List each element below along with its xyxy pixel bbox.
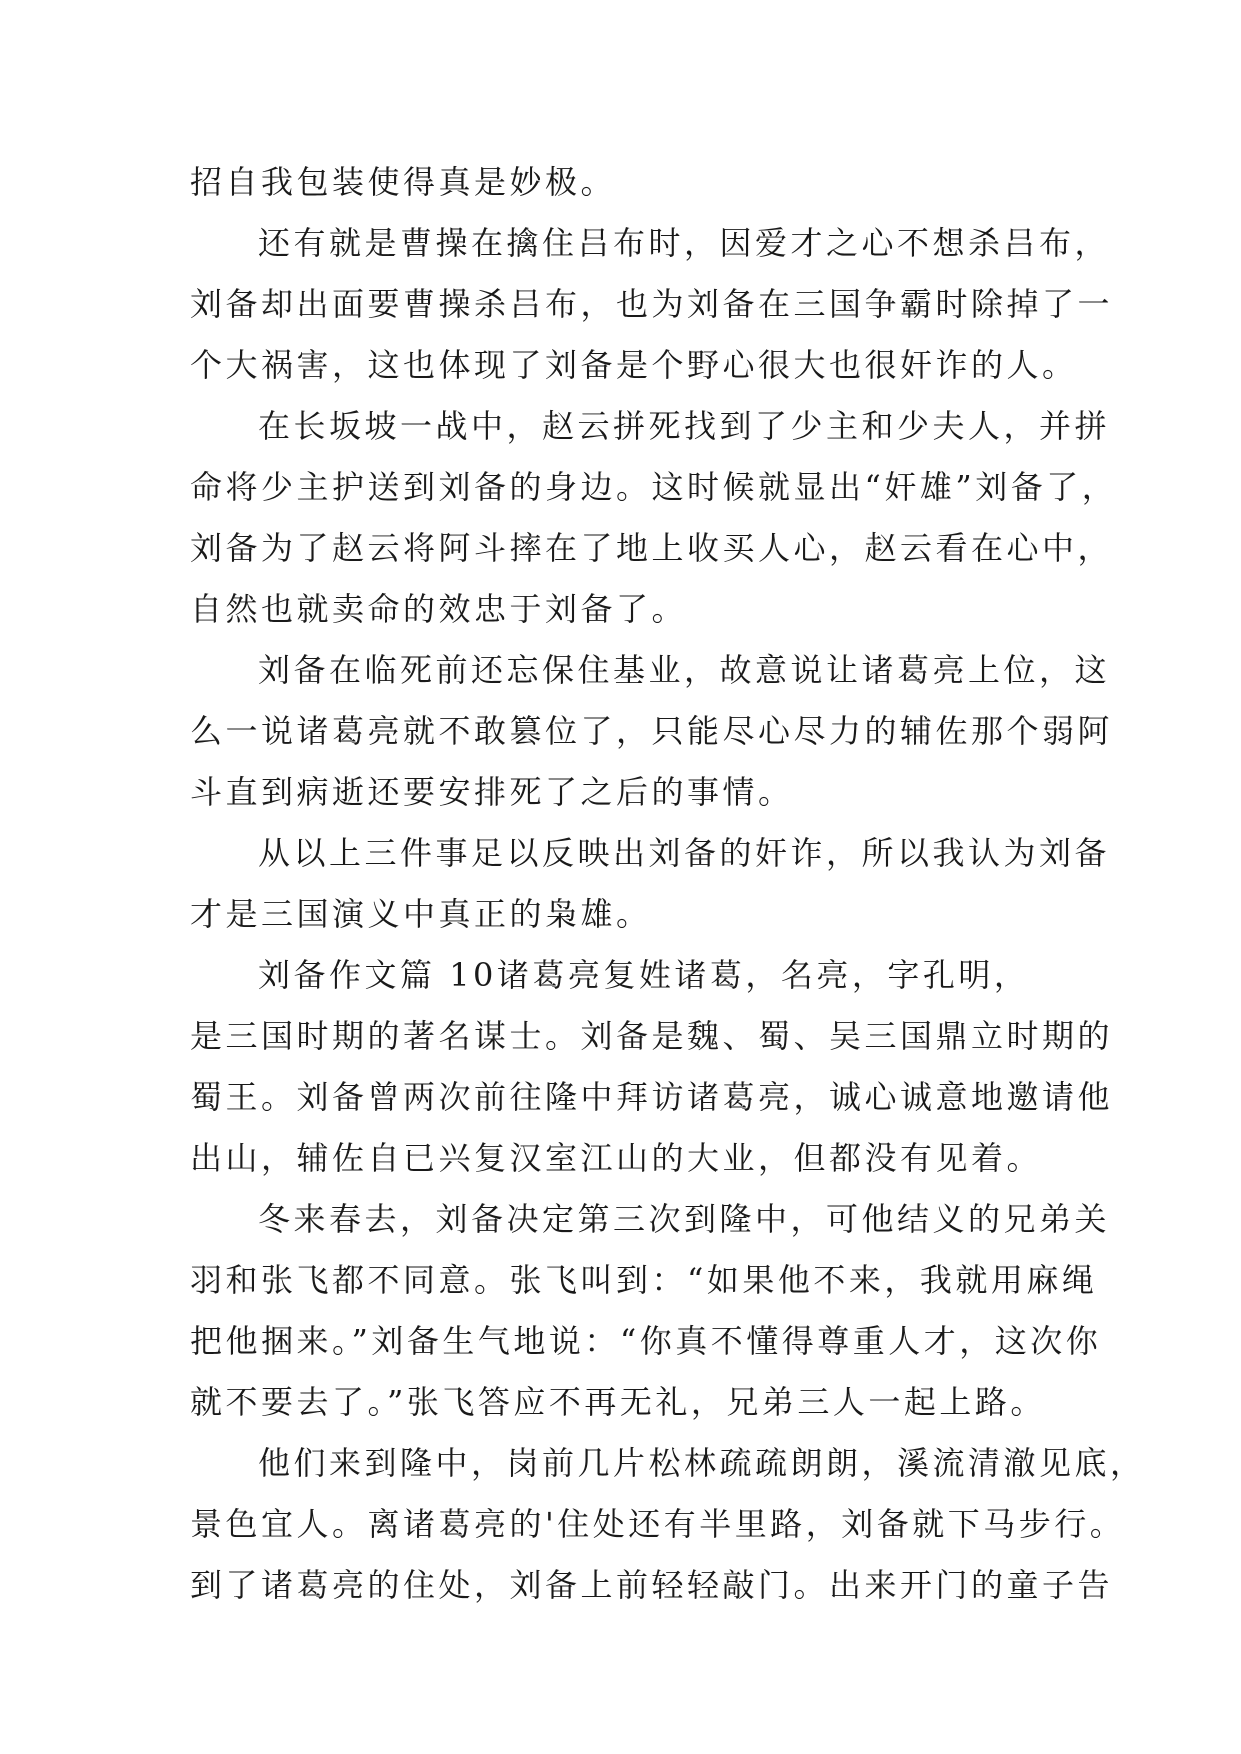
- text-line: 刘备却出面要曹操杀吕布，也为刘备在三国争霸时除掉了一: [190, 285, 1114, 323]
- text-line: 羽和张飞都不同意。张飞叫到：“如果他不来，我就用麻绳: [190, 1261, 1098, 1299]
- text-line: 命将少主护送到刘备的身边。这时候就显出“奸雄”刘备了，: [190, 468, 1118, 506]
- text-line: 么一说诸葛亮就不敢篡位了，只能尽心尽力的辅佐那个弱阿: [190, 712, 1114, 750]
- section-heading-line: [190, 945, 1070, 1006]
- text-line: 还有就是曹操在擒住吕布时，因爱才之心不想杀吕布，: [258, 224, 1111, 262]
- text-line: 个大祸害，这也体现了刘备是个野心很大也很奸诈的人。: [190, 346, 1078, 384]
- text-line: 蜀王。刘备曾两次前往隆中拜访诸葛亮，诚心诚意地邀请他: [190, 1078, 1114, 1116]
- text-line: 在长坂坡一战中，赵云拼死找到了少主和少夫人，并拼: [258, 407, 1111, 445]
- section-number: 篇 10: [400, 956, 497, 994]
- section-first-text: 诸葛亮复姓诸葛，名亮，字孔明，: [496, 956, 1030, 994]
- document-body: [190, 152, 1146, 1616]
- text-line: 他们来到隆中，岗前几片松林疏疏朗朗，溪流清澈见底，: [258, 1444, 1146, 1482]
- text-line: 景色宜人。离诸葛亮的'住处还有半里路，刘备就下马步行。: [190, 1505, 1126, 1543]
- text-line: 出山，辅佐自已兴复汉室江山的大业，但都没有见着。: [190, 1139, 1043, 1177]
- text-line: 自然也就卖命的效忠于刘备了。: [190, 590, 688, 628]
- text-line: 刘备在临死前还忘保住基业，故意说让诸葛亮上位，这: [258, 651, 1111, 689]
- section-title: 刘备作文: [258, 956, 401, 994]
- text-line: 是三国时期的著名谋士。刘备是魏、蜀、吴三国鼎立时期的: [190, 1017, 1114, 1055]
- text-line: 冬来春去，刘备决定第三次到隆中，可他结义的兄弟关: [258, 1200, 1111, 1238]
- text-line: 从以上三件事足以反映出刘备的奸诈，所以我认为刘备: [258, 834, 1111, 872]
- text-line: 就不要去了。”张飞答应不再无礼，兄弟三人一起上路。: [190, 1383, 1046, 1421]
- text-line: 招自我包装使得真是妙极。: [190, 163, 617, 201]
- text-line: 把他捆来。”刘备生气地说：“你真不懂得尊重人才，这次你: [190, 1322, 1102, 1360]
- text-line: 才是三国演义中真正的枭雄。: [190, 895, 652, 933]
- text-line: 刘备为了赵云将阿斗摔在了地上收买人心，赵云看在心中，: [190, 529, 1114, 567]
- text-line: 斗直到病逝还要安排死了之后的事情。: [190, 773, 794, 811]
- text-line: 到了诸葛亮的住处，刘备上前轻轻敲门。出来开门的童子告: [190, 1566, 1114, 1604]
